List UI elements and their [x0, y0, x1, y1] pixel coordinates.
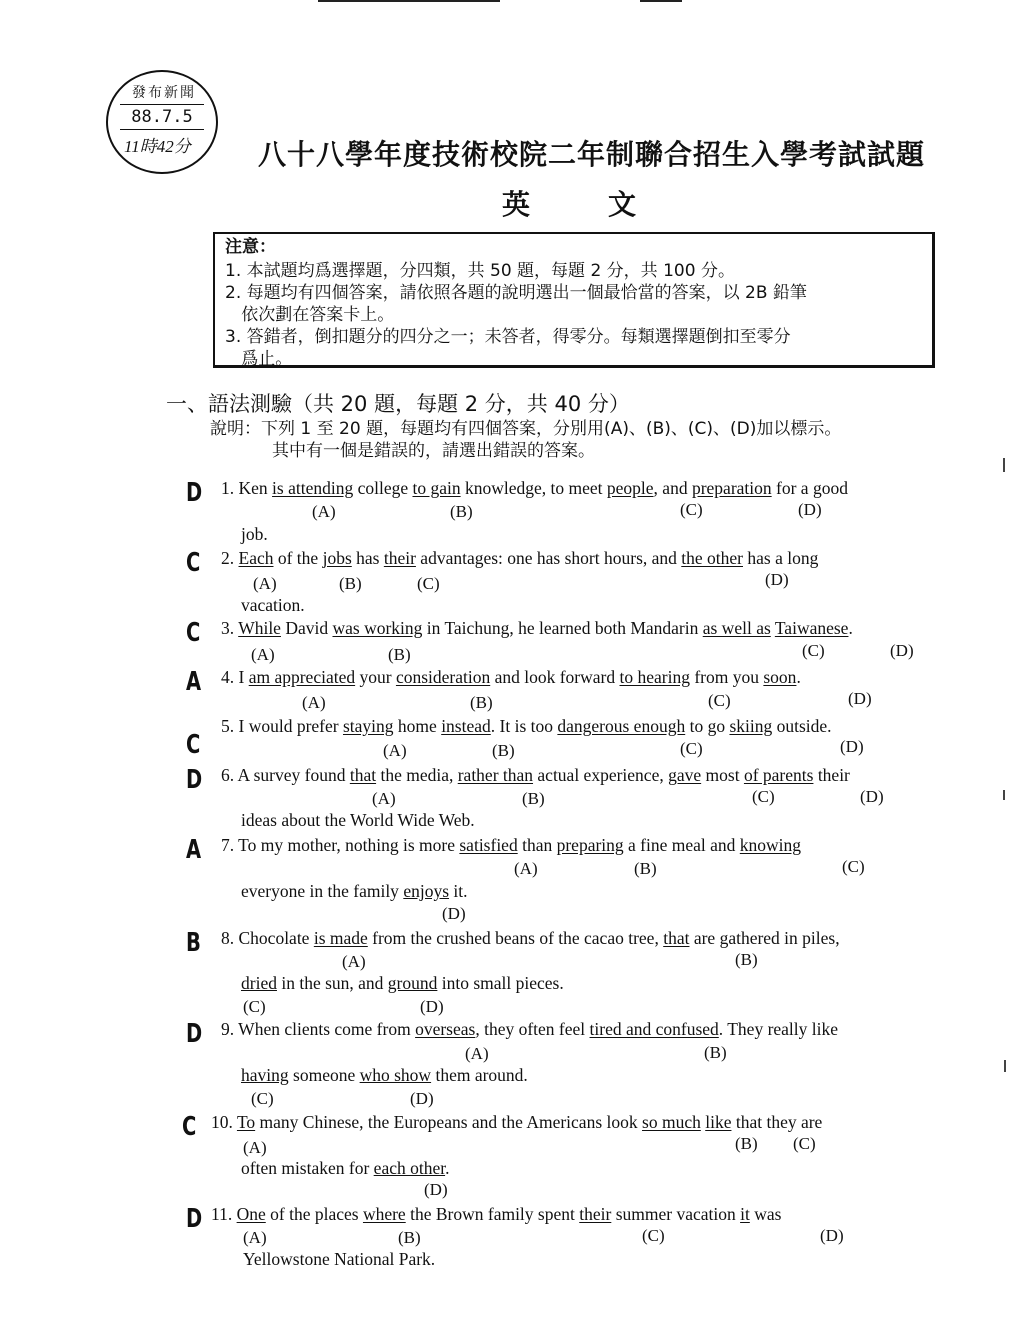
underlined-option: that	[349, 765, 377, 785]
question-fragment: 3.	[221, 618, 239, 638]
underlined-option: knowing	[739, 835, 802, 855]
question-fragment: college	[353, 478, 413, 498]
question-fragment: .	[445, 1158, 450, 1178]
question-fragment: in the sun, and	[276, 973, 388, 993]
question-fragment: 11.	[211, 1204, 237, 1224]
option-label: (C)	[680, 500, 703, 519]
top-edge-mark	[640, 0, 682, 2]
question-continuation	[241, 810, 475, 831]
question-text	[221, 618, 853, 639]
option-label: (B)	[388, 645, 411, 664]
underlined-option: gave	[668, 765, 702, 785]
subject-char-1: 英	[502, 188, 531, 221]
underlined-option: where	[362, 1204, 406, 1224]
option-label: (D)	[424, 1180, 448, 1199]
option-label: (C)	[802, 641, 825, 660]
option-label: (A)	[243, 1228, 267, 1247]
question-fragment: than	[517, 835, 557, 855]
stamp-time: 11時42分	[124, 137, 191, 156]
underlined-option: like	[705, 1112, 732, 1132]
option-label: (C)	[680, 739, 703, 758]
underlined-option: skiing	[729, 716, 773, 736]
option-label: (B)	[339, 574, 362, 593]
underlined-option: Taiwanese	[774, 618, 849, 638]
handwritten-answer: A	[186, 667, 202, 697]
question-fragment: 1. Ken	[221, 478, 273, 498]
handwritten-answer: D	[186, 765, 203, 795]
question-text	[221, 478, 848, 499]
option-label: (D)	[890, 641, 914, 660]
underlined-option: who show	[359, 1065, 432, 1085]
underlined-option: dangerous enough	[557, 716, 686, 736]
question-fragment: Yellowstone National Park.	[243, 1249, 436, 1269]
question-fragment: the Brown family spent	[405, 1204, 580, 1224]
question-fragment: actual experience,	[533, 765, 669, 785]
option-label: (D)	[410, 1089, 434, 1108]
underlined-option: their	[579, 1204, 612, 1224]
question-fragment: vacation.	[241, 595, 305, 615]
option-label: (A)	[514, 859, 538, 878]
question-fragment: 6. A survey found	[221, 765, 350, 785]
stamp-top-text: 發布新聞	[132, 86, 196, 101]
question-fragment: into small pieces.	[437, 973, 564, 993]
notice-line: 3. 答錯者，倒扣題分的四分之一；未答者，得零分。每類選擇題倒扣至零分	[225, 327, 791, 347]
underlined-option: preparation	[691, 478, 772, 498]
question-fragment: advantages: one has short hours, and	[415, 548, 682, 568]
underlined-option: consideration	[395, 667, 491, 687]
underlined-option: rather than	[457, 765, 534, 785]
underlined-option: instead	[441, 716, 491, 736]
option-label: (A)	[243, 1138, 267, 1157]
underlined-option: each other	[373, 1158, 446, 1178]
underlined-option: ground	[387, 973, 438, 993]
question-text	[221, 835, 801, 856]
top-edge-mark	[318, 0, 500, 2]
underlined-option: staying	[342, 716, 394, 736]
underlined-option: Each	[238, 548, 274, 568]
underlined-option: soon	[763, 667, 797, 687]
question-fragment: in Taichung, he learned both Mandarin	[422, 618, 703, 638]
question-fragment: 10.	[211, 1112, 237, 1132]
handwritten-answer: D	[186, 1019, 203, 1049]
question-fragment: outside.	[772, 716, 832, 736]
question-fragment: 2.	[221, 548, 239, 568]
option-label: (D)	[765, 570, 789, 589]
notice-line: 依次劃在答案卡上。	[225, 305, 395, 325]
option-label: (B)	[704, 1043, 727, 1062]
release-stamp	[106, 70, 218, 174]
question-continuation	[243, 1249, 435, 1270]
underlined-option: jobs	[322, 548, 352, 568]
underlined-option: that	[663, 928, 690, 948]
notice-box	[213, 232, 935, 368]
notice-line: 1. 本試題均爲選擇題，分四類，共 50 題，每題 2 分，共 100 分。	[225, 261, 735, 281]
question-fragment: knowledge, to meet	[460, 478, 607, 498]
question-fragment: 5. I would prefer	[221, 716, 343, 736]
option-label: (C)	[251, 1089, 274, 1108]
option-label: (B)	[398, 1228, 421, 1247]
notice-line: 爲止。	[225, 349, 293, 369]
option-label: (C)	[417, 574, 440, 593]
option-label: (D)	[848, 689, 872, 708]
underlined-option: satisfied	[459, 835, 518, 855]
underlined-option: having	[241, 1065, 289, 1085]
option-label: (B)	[492, 741, 515, 760]
subject-char-2: 文	[608, 188, 637, 221]
stamp-date: 88.7.5	[120, 104, 204, 130]
option-label: (D)	[420, 997, 444, 1016]
handwritten-answer: C	[186, 730, 201, 760]
underlined-option: people	[606, 478, 654, 498]
option-label: (D)	[860, 787, 884, 806]
handwritten-answer: C	[182, 1112, 197, 1142]
question-fragment: that they are	[731, 1112, 823, 1132]
question-text	[221, 765, 850, 786]
section-desc: 其中有一個是錯誤的，請選出錯誤的答案。	[272, 441, 595, 461]
option-label: (C)	[752, 787, 775, 806]
handwritten-answer: C	[186, 618, 201, 648]
question-text	[221, 1019, 838, 1040]
question-fragment: summer vacation	[611, 1204, 741, 1224]
question-fragment: . It is too	[490, 716, 558, 736]
question-fragment: everyone in the family	[241, 881, 404, 901]
question-fragment: was	[749, 1204, 782, 1224]
question-fragment: home	[393, 716, 442, 736]
option-label: (A)	[302, 693, 326, 712]
question-fragment: many Chinese, the Europeans and the Americans look	[255, 1112, 643, 1132]
notice-title: 注意：	[225, 237, 276, 257]
underlined-option: to gain	[412, 478, 461, 498]
option-label: (B)	[735, 1134, 758, 1153]
underlined-option: their	[383, 548, 416, 568]
option-label: (B)	[470, 693, 493, 712]
handwritten-answer: D	[186, 1204, 203, 1234]
question-fragment: a fine meal and	[623, 835, 740, 855]
question-fragment: has	[351, 548, 384, 568]
option-label: (D)	[820, 1226, 844, 1245]
option-label: (B)	[735, 950, 758, 969]
handwritten-answer: B	[186, 928, 201, 958]
option-label: (C)	[642, 1226, 665, 1245]
question-continuation	[241, 524, 268, 545]
underlined-option: was working	[332, 618, 423, 638]
option-label: (C)	[842, 857, 865, 876]
question-continuation	[241, 973, 564, 994]
question-fragment: ideas about the World Wide Web.	[241, 810, 475, 830]
question-fragment: their	[813, 765, 850, 785]
underlined-option: While	[238, 618, 281, 638]
question-text	[221, 928, 840, 949]
option-label: (D)	[840, 737, 864, 756]
option-label: (A)	[253, 574, 277, 593]
exam-title: 八十八學年度技術校院二年制聯合招生入學考試試題	[258, 138, 926, 171]
underlined-option: preparing	[556, 835, 624, 855]
underlined-option: enjoys	[403, 881, 450, 901]
underlined-option: dried	[241, 973, 277, 993]
question-fragment: most	[701, 765, 744, 785]
question-fragment: often mistaken for	[241, 1158, 374, 1178]
question-fragment: 8. Chocolate	[221, 928, 314, 948]
scan-speck	[1003, 790, 1005, 800]
question-fragment: of the places	[265, 1204, 363, 1224]
question-fragment: , they often feel	[475, 1019, 590, 1039]
question-continuation	[241, 595, 305, 616]
question-fragment: David	[280, 618, 333, 638]
question-fragment: from you	[689, 667, 764, 687]
underlined-option: it	[740, 1204, 750, 1224]
question-fragment: job.	[241, 524, 268, 544]
option-label: (D)	[442, 904, 466, 923]
question-fragment: your	[355, 667, 396, 687]
scan-speck	[1003, 458, 1005, 472]
question-fragment: and look forward	[490, 667, 620, 687]
question-fragment: to go	[685, 716, 730, 736]
option-label: (A)	[251, 645, 275, 664]
question-text	[221, 667, 801, 688]
question-fragment: 7. To my mother, nothing is more	[221, 835, 460, 855]
option-label: (A)	[342, 952, 366, 971]
option-label: (A)	[465, 1044, 489, 1063]
question-fragment: , and	[653, 478, 692, 498]
underlined-option: is made	[313, 928, 368, 948]
option-label: (B)	[522, 789, 545, 808]
underlined-option: as well as	[702, 618, 771, 638]
section-title: 一、語法測驗（共 20 題，每題 2 分，共 40 分）	[166, 392, 630, 416]
question-continuation	[241, 1158, 449, 1179]
question-continuation	[241, 1065, 528, 1086]
question-fragment: it.	[449, 881, 468, 901]
question-fragment: are gathered in piles,	[689, 928, 840, 948]
question-fragment: .	[848, 618, 853, 638]
question-continuation	[241, 881, 468, 902]
question-fragment: 9. When clients come from	[221, 1019, 416, 1039]
question-fragment: someone	[288, 1065, 360, 1085]
option-label: (C)	[793, 1134, 816, 1153]
question-fragment: of the	[273, 548, 323, 568]
handwritten-answer: C	[186, 548, 201, 578]
option-label: (B)	[634, 859, 657, 878]
option-label: (A)	[383, 741, 407, 760]
underlined-option: of parents	[743, 765, 814, 785]
option-label: (A)	[312, 502, 336, 521]
question-fragment: the media,	[376, 765, 458, 785]
underlined-option: To	[236, 1112, 256, 1132]
notice-line: 2. 每題均有四個答案，請依照各題的說明選出一個最恰當的答案，以 2B 鉛筆	[225, 283, 807, 303]
underlined-option: overseas	[415, 1019, 476, 1039]
question-fragment: has a long	[743, 548, 819, 568]
option-label: (D)	[798, 500, 822, 519]
section-desc: 說明：下列 1 至 20 題，每題均有四個答案，分別用(A)、(B)、(C)、(D)加以標示。	[210, 419, 842, 439]
underlined-option: tired and confused	[589, 1019, 719, 1039]
underlined-option: so much	[642, 1112, 701, 1132]
underlined-option: am appreciated	[248, 667, 356, 687]
question-fragment: .	[796, 667, 801, 687]
question-fragment: for a good	[771, 478, 848, 498]
underlined-option: the other	[681, 548, 743, 568]
question-text	[211, 1112, 822, 1133]
handwritten-answer: A	[186, 835, 202, 865]
underlined-option: is attending	[272, 478, 354, 498]
question-fragment: . They really like	[718, 1019, 839, 1039]
underlined-option: to hearing	[619, 667, 690, 687]
question-text	[211, 1204, 781, 1225]
question-text	[221, 548, 818, 569]
option-label: (C)	[243, 997, 266, 1016]
option-label: (C)	[708, 691, 731, 710]
option-label: (A)	[372, 789, 396, 808]
question-fragment: from the crushed beans of the cacao tree,	[367, 928, 664, 948]
question-text	[221, 716, 832, 737]
underlined-option: One	[236, 1204, 266, 1224]
scan-speck	[1004, 1060, 1006, 1072]
option-label: (B)	[450, 502, 473, 521]
handwritten-answer: D	[186, 478, 203, 508]
question-fragment: them around.	[431, 1065, 528, 1085]
question-fragment: 4. I	[221, 667, 249, 687]
